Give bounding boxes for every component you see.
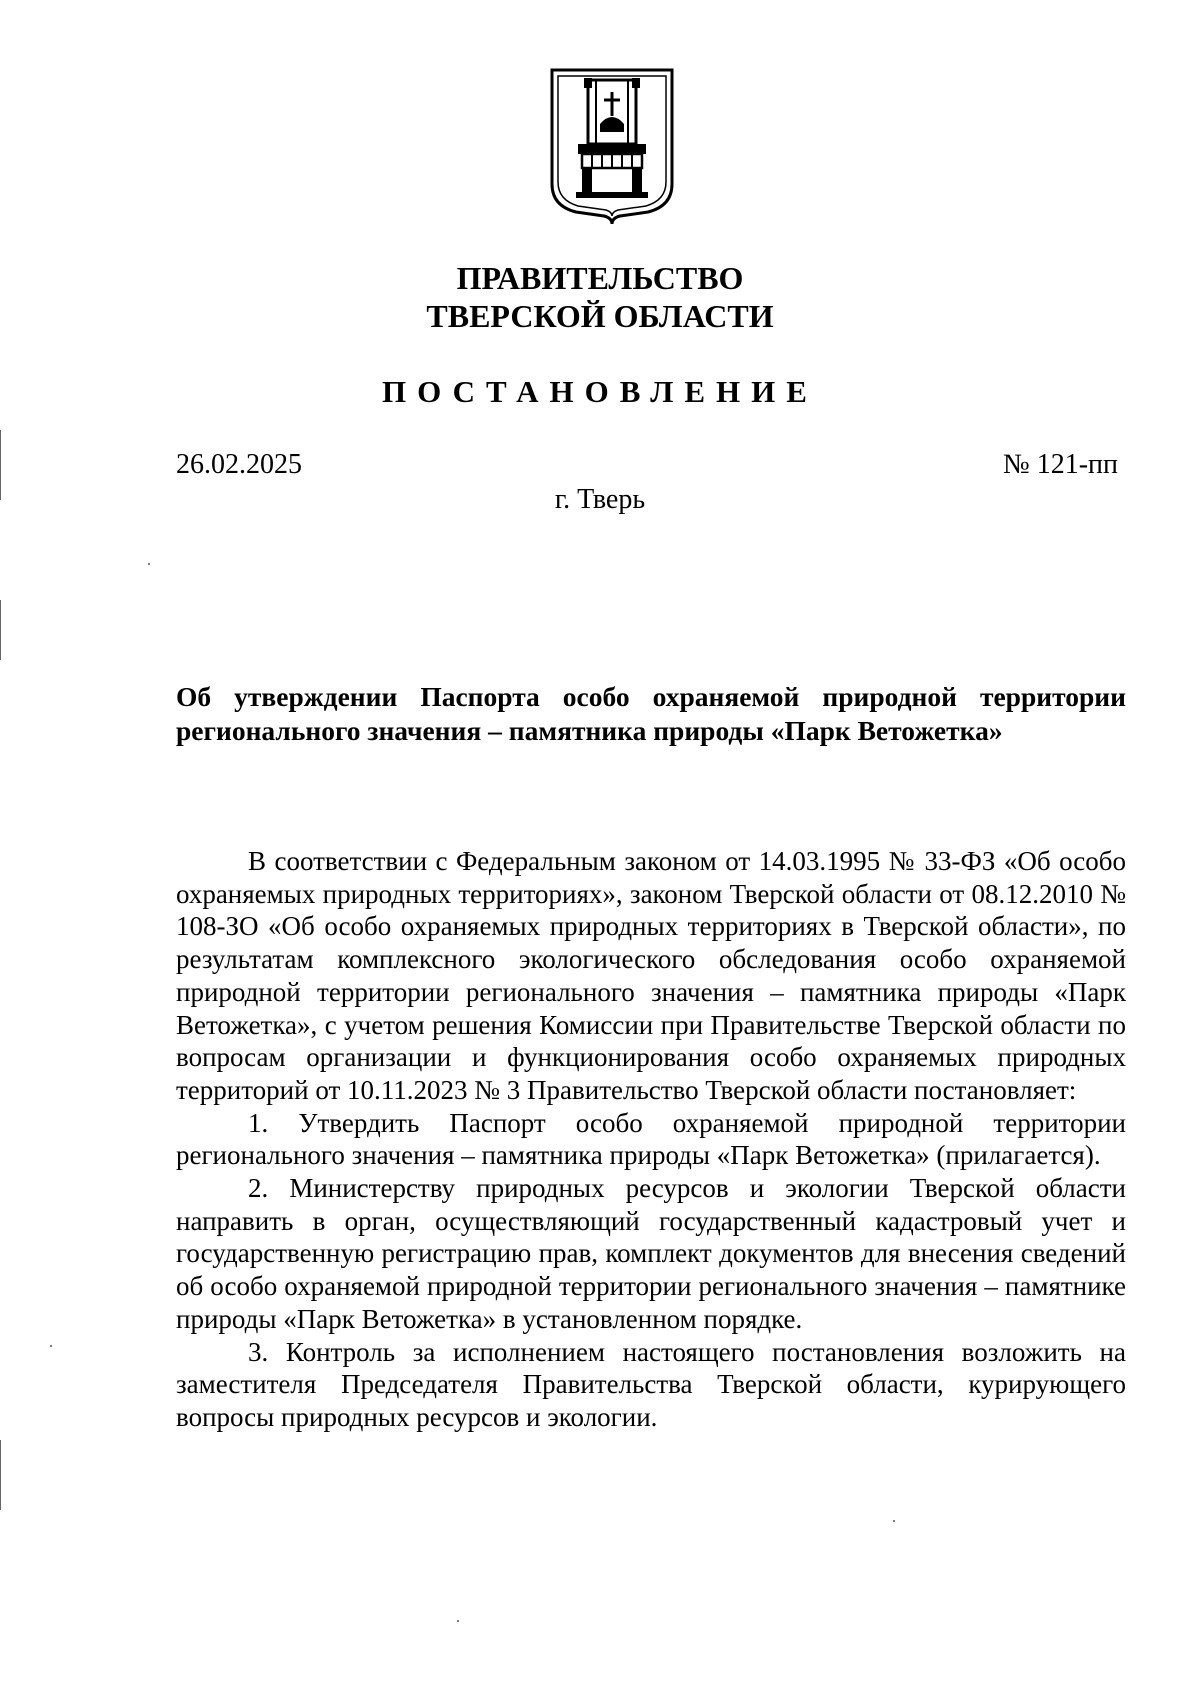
document-title: Об утверждении Паспорта особо охраняемой природной территории регионального значения – памятника природы «Парк Ветожетка» <box>176 681 1126 746</box>
org-name-line-2: ТВЕРСКОЙ ОБЛАСТИ <box>426 298 774 334</box>
scan-speck <box>148 563 150 565</box>
item-2-paragraph: 2. Министерству природных ресурсов и экологии Тверской области направить в орган, осуществляющий государственный кадастровый учет и государственную регистрацию прав, комплект документов для внесения сведений об особо охраняемой природной территории регионального значения – памятнике природы «Парк Ветожетка» в установленном порядке. <box>176 1173 1126 1334</box>
scan-speck <box>893 1520 895 1522</box>
document-city: г. Тверь <box>554 484 646 515</box>
item-3-paragraph: 3. Контроль за исполнением настоящего постановления возложить на заместителя Председателя Правительства Тверской области, курирующего вопросы природных ресурсов и экологии. <box>176 1336 1126 1432</box>
document-date: 26.02.2025 <box>176 449 302 480</box>
tver-coat-of-arms-icon <box>548 66 676 224</box>
scan-speck <box>457 1620 459 1622</box>
document-number: № 121-пп <box>1002 449 1118 480</box>
document-type-heading: ПОСТАНОВЛЕНИЕ <box>382 374 818 409</box>
scan-edge-mark <box>0 1440 1 1510</box>
org-name-line-1: ПРАВИТЕЛЬСТВО <box>456 260 744 296</box>
document-body <box>176 845 1126 1434</box>
scan-speck <box>50 1345 52 1347</box>
item-1-paragraph: 1. Утвердить Паспорт особо охраняемой природной территории регионального значения – памятника природы «Парк Ветожетка» (прилагается). <box>176 1107 1126 1171</box>
preamble-paragraph: В соответствии с Федеральным законом от 14.03.1995 № 33-ФЗ «Об особо охраняемых природных территориях», законом Тверской области от 08.12.2010 № 108-ЗО «Об особо охраняемых природных территориях в Тверской области», по результатам комплексного экологического обследования особо охраняемой природной территории регионального значения – памятника природы «Парк Ветожетка», с учетом решения Комиссии при Правительстве Тверской области по вопросам организации и функционирования особо охраняемых природных территорий от 10.11.2023 № 3 Правительство Тверской области постановляет: <box>176 846 1126 1105</box>
scan-edge-mark <box>0 600 1 660</box>
